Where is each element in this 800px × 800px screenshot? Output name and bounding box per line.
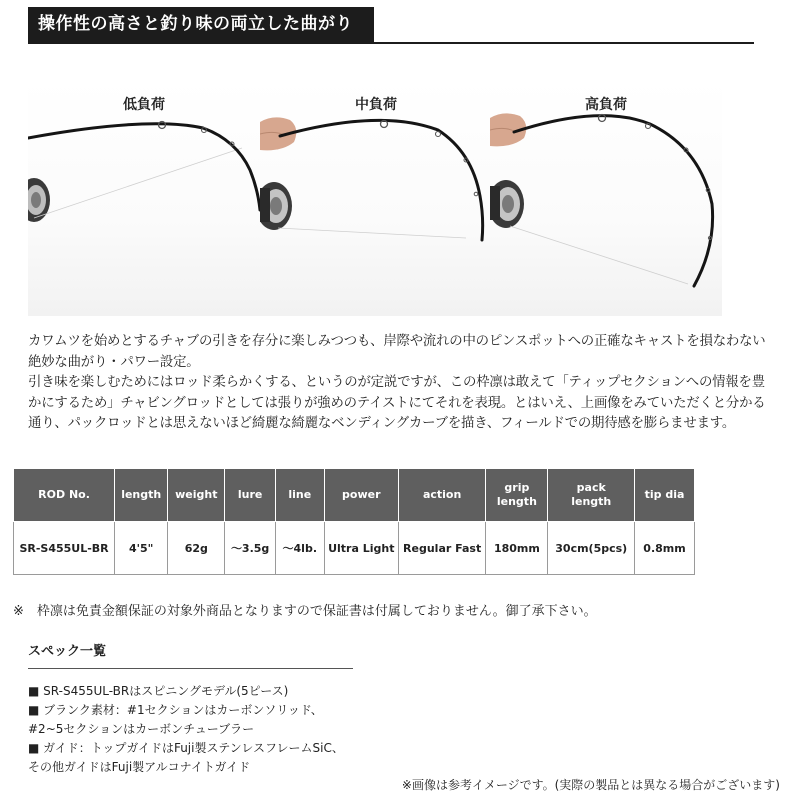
description-paragraph-1: カワムツを始めとするチャブの引きを存分に楽しみつつも、岸際や流れの中のピンスポットへの正確なキャストを損なわない絶妙な曲がり・パワー設定。	[28, 334, 766, 370]
load-label-high: 高負荷	[585, 97, 627, 113]
cell-rod-no: SR-S455UL-BR	[14, 522, 115, 575]
col-header-weight: weight	[168, 469, 225, 522]
warranty-note: ※ 枠凛は免責金額保証の対象外商品となりますので保証書は付属しておりません。御了承下さい。	[13, 604, 597, 619]
reel-icon	[260, 182, 292, 230]
cell-lure: ～3.5g	[225, 522, 276, 575]
description-paragraph-2: 引き味を楽しむためにはロッド柔らかくする、というのが定説ですが、この枠凛は敢えて「ティップセクションへの情報を豊かにするため」チャビングロッドとしては張りが強めのテイストにてそれを表現。とはいえ、上画像をみていただくと分かる通り、パックロッドとは思えないほど綺麗な綺麗なベンディングカーブを描き、フィールドでの期待感を膨らませます。	[28, 375, 766, 431]
spec-list-rule	[28, 668, 353, 669]
rod-bend-photo-low	[28, 78, 260, 316]
spec-table	[13, 468, 695, 575]
section-title-rule	[28, 42, 754, 44]
spec-list-item: ■ ガイド：トップガイドはFuji製ステンレスフレームSiC、	[28, 741, 344, 755]
cell-length: 4'5"	[115, 522, 168, 575]
rod-bend-photo-high	[490, 78, 722, 316]
image-disclaimer: ※画像は参考イメージです。(実際の製品とは異なる場合がございます)	[401, 778, 780, 792]
col-header-length: length	[115, 469, 168, 522]
col-header-lure: lure	[225, 469, 276, 522]
rod-bend-photo-medium	[260, 78, 492, 316]
col-header-action: action	[398, 469, 485, 522]
spec-list-item: ■ SR-S455UL-BRはスピニングモデル(5ピース)	[28, 684, 289, 698]
spec-list-item: ■ ブランク素材：#1セクションはカーボンソリッド、	[28, 703, 323, 717]
load-label-medium: 中負荷	[355, 97, 397, 113]
col-header-power: power	[324, 469, 398, 522]
cell-grip-length: 180mm	[486, 522, 548, 575]
reel-icon	[490, 180, 524, 228]
product-description	[28, 332, 766, 435]
section-title: 操作性の高さと釣り味の両立した曲がり	[28, 7, 374, 42]
spec-table-header-row	[14, 469, 695, 522]
cell-power: Ultra Light	[324, 522, 398, 575]
spec-list-item: #2~5セクションはカーボンチューブラー	[28, 722, 255, 736]
spec-list	[28, 682, 344, 777]
col-header-tip-dia: tip dia	[635, 469, 695, 522]
cell-tip-dia: 0.8mm	[635, 522, 695, 575]
col-header-grip-length: grip length	[486, 469, 548, 522]
cell-weight: 62g	[168, 522, 225, 575]
col-header-rod-no: ROD No.	[14, 469, 115, 522]
reel-icon	[28, 178, 50, 222]
load-label-low: 低負荷	[123, 97, 165, 113]
col-header-line: line	[275, 469, 324, 522]
cell-action: Regular Fast	[398, 522, 485, 575]
spec-list-item: その他ガイドはFuji製アルコナイトガイド	[28, 760, 251, 774]
cell-pack-length: 30cm(5pcs)	[548, 522, 635, 575]
spec-list-heading: スペック一覧	[28, 644, 107, 659]
spec-table-row	[14, 522, 695, 575]
cell-line: ～4lb.	[275, 522, 324, 575]
col-header-pack-length: pack length	[548, 469, 635, 522]
